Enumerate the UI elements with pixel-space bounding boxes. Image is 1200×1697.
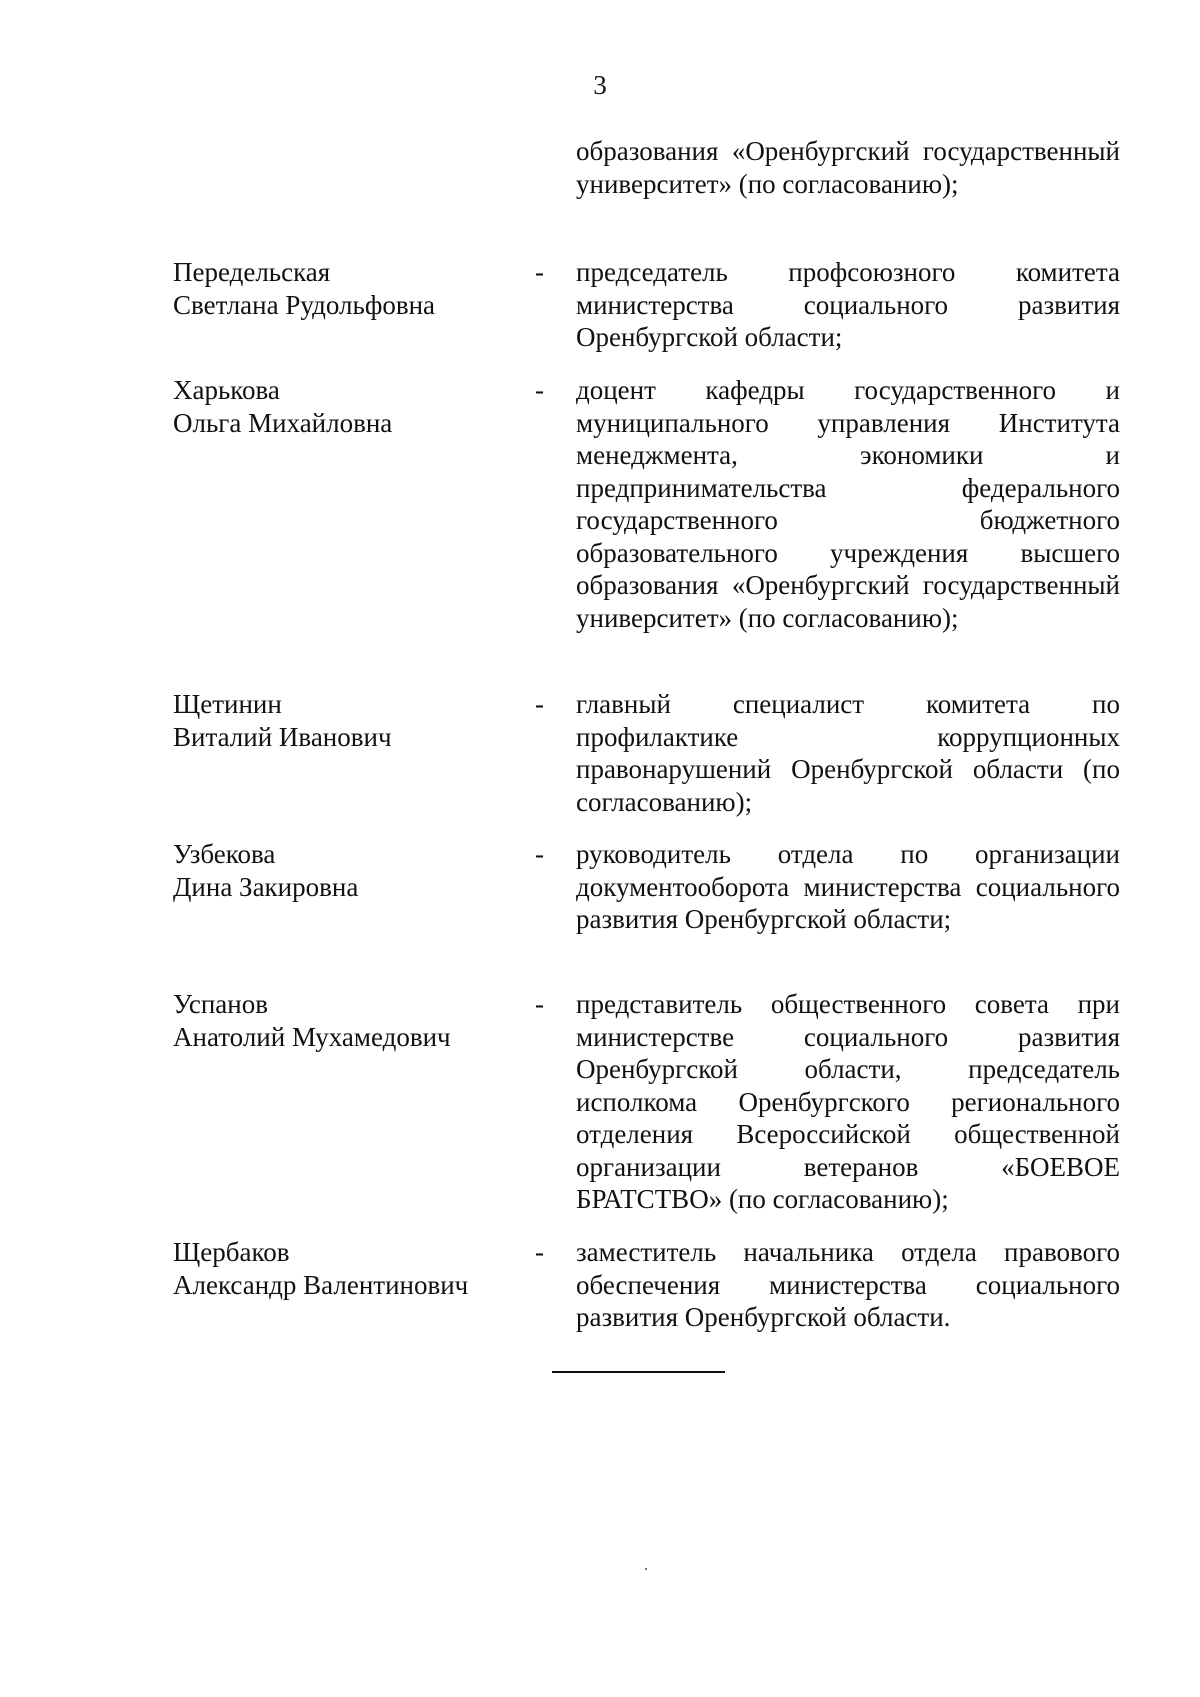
member-surname: Передельская xyxy=(173,257,331,287)
separator-dash: - xyxy=(535,257,544,287)
member-given-name: Виталий Иванович xyxy=(173,721,392,752)
scan-speck xyxy=(645,1568,647,1570)
member-surname: Щетинин xyxy=(173,689,282,719)
member-role: руководитель отдела по организации документооборота министерства социального развития Оренбургской области; xyxy=(576,839,1120,934)
separator-dash: - xyxy=(535,989,544,1019)
member-name xyxy=(173,838,513,903)
member-role: представитель общественного совета при министерстве социального развития Оренбургской области, председатель исполкома Оренбургского регионального отделения Всероссийской общественной организации ветеранов «БОЕВОЕ БРАТСТВО» (по согласованию); xyxy=(576,989,1120,1214)
member-given-name: Александр Валентинович xyxy=(173,1269,469,1300)
member-surname: Харькова xyxy=(173,375,280,405)
member-surname: Успанов xyxy=(173,989,268,1019)
member-role: образования «Оренбургский государственный университет» (по согласованию); xyxy=(576,136,1120,199)
member-role: председатель профсоюзного комитета министерства социального развития Оренбургской области; xyxy=(576,257,1120,352)
member-given-name: Анатолий Мухамедович xyxy=(173,1021,451,1052)
member-role: главный специалист комитета по профилактике коррупционных правонарушений Оренбургской области (по согласованию); xyxy=(576,689,1120,817)
member-name xyxy=(173,688,513,753)
separator-dash: - xyxy=(535,839,544,869)
member-role: заместитель начальника отдела правового обеспечения министерства социального развития Оренбургской области. xyxy=(576,1237,1120,1332)
page-number: 3 xyxy=(593,70,607,100)
separator-dash: - xyxy=(535,375,544,405)
member-surname: Щербаков xyxy=(173,1237,290,1267)
member-given-name: Дина Закировна xyxy=(173,871,359,902)
member-name xyxy=(173,1236,513,1301)
separator-dash: - xyxy=(535,1237,544,1267)
separator-dash: - xyxy=(535,689,544,719)
member-role: доцент кафедры государственного и муниципального управления Института менеджмента, экономики и предпринимательства федерального государственного бюджетного образовательного учреждения высшего образования «Оренбургский государственный университет» (по согласованию); xyxy=(576,375,1120,633)
member-name xyxy=(173,256,513,321)
member-name xyxy=(173,374,513,439)
closing-rule xyxy=(552,1371,725,1373)
member-given-name: Светлана Рудольфовна xyxy=(173,289,436,320)
member-surname: Узбекова xyxy=(173,839,276,869)
member-given-name: Ольга Михайловна xyxy=(173,407,393,438)
member-name xyxy=(173,988,513,1053)
